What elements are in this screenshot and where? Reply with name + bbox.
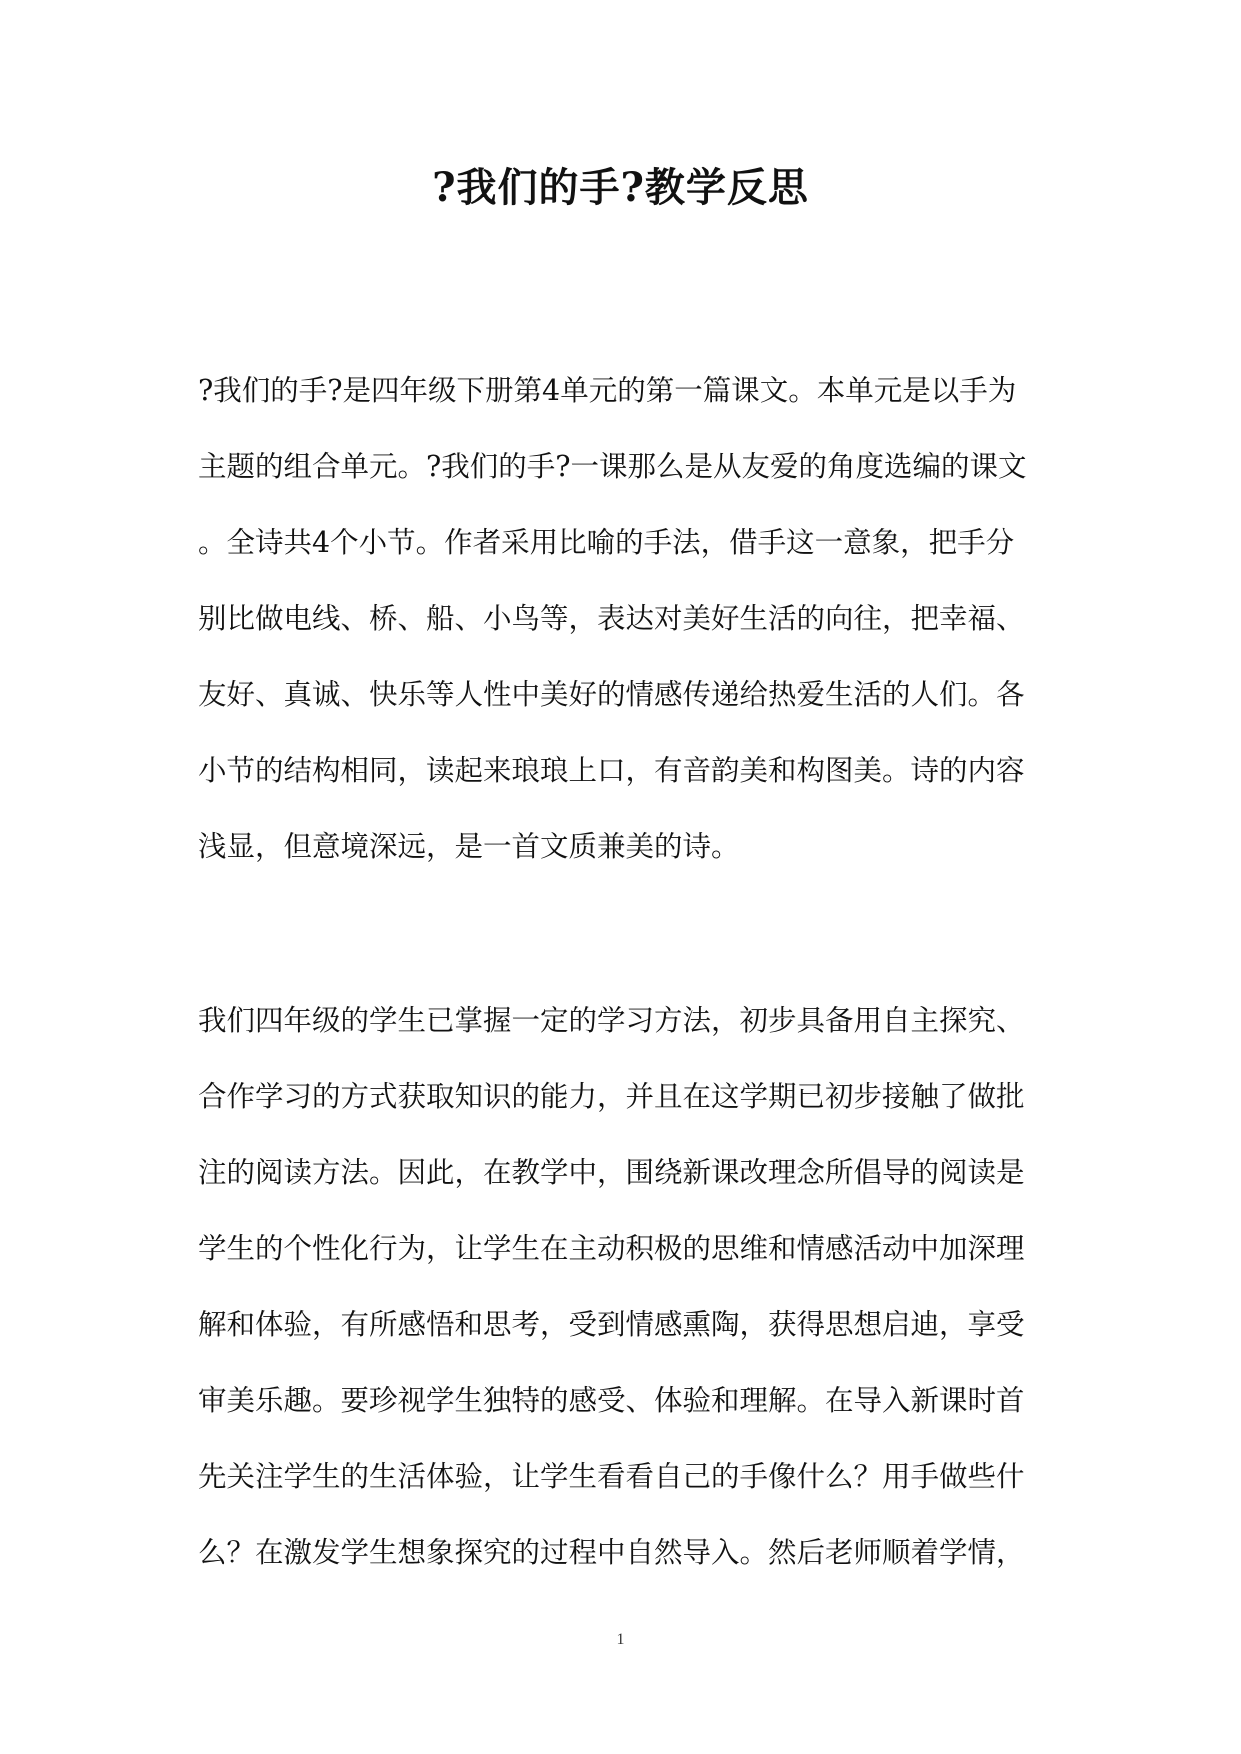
paragraph-line: 合作学习的方式获取知识的能力，并且在这学期已初步接触了做批 (198, 1080, 1025, 1113)
paragraph-line: 主题的组合单元。?我们的手?一课那么是从友爱的角度选编的课文 (198, 450, 1027, 483)
paragraph-line: 别比做电线、桥、船、小鸟等，表达对美好生活的向往，把幸福、 (198, 602, 1025, 635)
paragraph-line: 注的阅读方法。因此，在教学中，围绕新课改理念所倡导的阅读是 (198, 1156, 1025, 1189)
paragraph-line: 浅显，但意境深远，是一首文质兼美的诗。 (198, 830, 740, 863)
paragraph-line: 审美乐趣。要珍视学生独特的感受、体验和理解。在导入新课时首 (198, 1384, 1025, 1417)
page-number: 1 (616, 1631, 625, 1648)
paragraph-line: 小节的结构相同，读起来琅琅上口，有音韵美和构图美。诗的内容 (198, 754, 1025, 787)
document-title: ?我们的手?教学反思 (432, 164, 809, 211)
paragraph-line: 。全诗共4个小节。作者采用比喻的手法，借手这一意象，把手分 (198, 526, 1015, 559)
paragraph-line: ?我们的手?是四年级下册第4单元的第一篇课文。本单元是以手为 (198, 374, 1017, 407)
paragraph-line: 友好、真诚、快乐等人性中美好的情感传递给热爱生活的人们。各 (198, 678, 1025, 711)
paragraph-line: 学生的个性化行为，让学生在主动积极的思维和情感活动中加深理 (198, 1232, 1025, 1265)
paragraph-line: 我们四年级的学生已掌握一定的学习方法，初步具备用自主探究、 (198, 1004, 1025, 1037)
paragraph-line: 么？在激发学生想象探究的过程中自然导入。然后老师顺着学情， (198, 1536, 1025, 1569)
paragraph-line: 解和体验，有所感悟和思考，受到情感熏陶，获得思想启迪，享受 (198, 1308, 1025, 1341)
paragraph-line: 先关注学生的生活体验，让学生看看自己的手像什么？用手做些什 (198, 1460, 1025, 1493)
